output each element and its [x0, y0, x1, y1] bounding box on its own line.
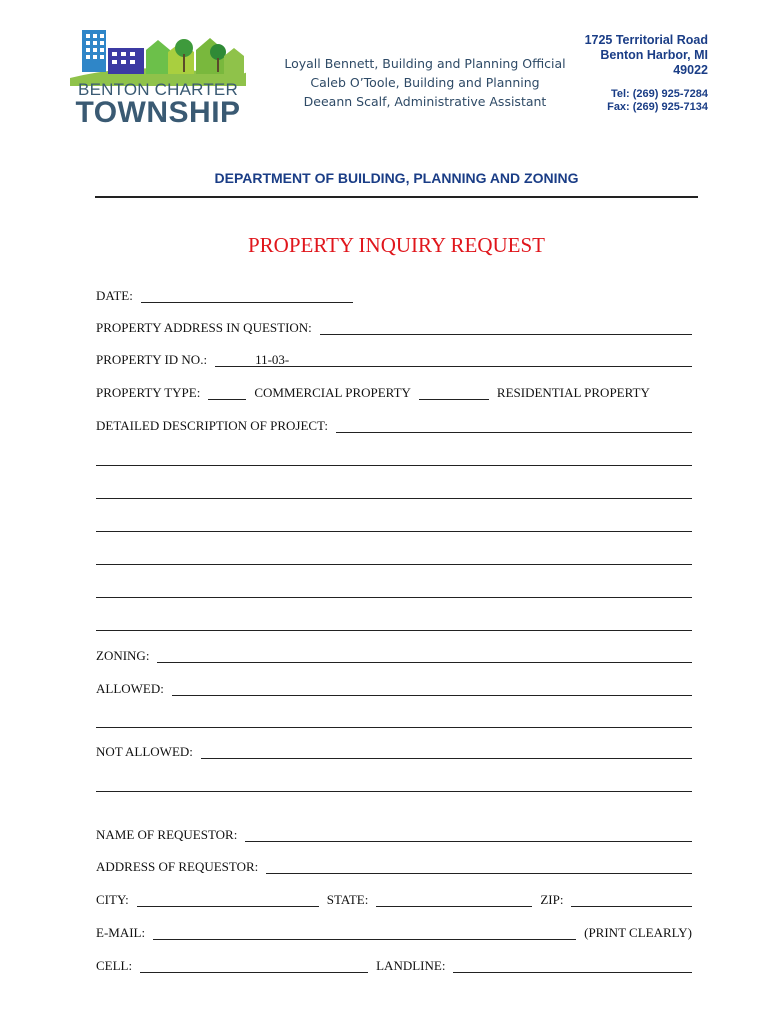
- allowed-label: ALLOWED:: [96, 681, 164, 696]
- email-label: E-MAIL:: [96, 925, 146, 940]
- property-id-row: [96, 349, 692, 367]
- property-id-field[interactable]: [289, 353, 692, 367]
- not-allowed-line: [96, 774, 692, 792]
- email-field[interactable]: [153, 926, 576, 940]
- township-address: [585, 33, 708, 78]
- description-field[interactable]: [96, 452, 692, 466]
- city-state-zip-row: [96, 889, 692, 907]
- description-field[interactable]: [96, 551, 692, 565]
- zip-field[interactable]: [571, 893, 692, 907]
- not-allowed-field[interactable]: [201, 745, 692, 759]
- logo-text-line1: BENTON CHARTER: [78, 80, 238, 99]
- phone-row: [96, 955, 692, 973]
- description-line: [96, 448, 692, 466]
- department-heading: DEPARTMENT OF BUILDING, PLANNING AND ZONING: [214, 170, 579, 186]
- state-label: STATE:: [326, 892, 369, 907]
- property-address-field[interactable]: [320, 321, 692, 335]
- description-line: [96, 547, 692, 565]
- property-id-prefix: 11-03-: [255, 352, 290, 367]
- residential-label: RESIDENTIAL PROPERTY: [496, 385, 650, 400]
- logo-text-line2: TOWNSHIP: [75, 96, 241, 129]
- zoning-row: [96, 645, 692, 663]
- commercial-label: COMMERCIAL PROPERTY: [254, 385, 411, 400]
- allowed-line: [96, 710, 692, 728]
- description-row: [96, 415, 692, 433]
- property-type-row: [96, 382, 692, 400]
- township-contact: [607, 88, 708, 114]
- phone-number: Tel: (269) 925-7284: [610, 88, 708, 100]
- email-row: [96, 922, 692, 940]
- not-allowed-field[interactable]: [96, 778, 692, 792]
- header-divider: [95, 196, 698, 198]
- name-requestor-label: NAME OF REQUESTOR:: [96, 827, 238, 842]
- address-line: 49022: [673, 63, 708, 77]
- property-address-row: [96, 317, 692, 335]
- name-requestor-field[interactable]: [245, 828, 692, 842]
- description-line: [96, 580, 692, 598]
- address-requestor-row: [96, 856, 692, 874]
- township-logo: [68, 26, 248, 130]
- print-clearly-note: (PRINT CLEARLY): [584, 925, 692, 940]
- description-line: [96, 613, 692, 631]
- staff-list: [270, 54, 580, 111]
- address-line: Benton Harbor, MI: [600, 48, 708, 62]
- zoning-field[interactable]: [157, 649, 692, 663]
- fax-number: Fax: (269) 925-7134: [607, 101, 708, 113]
- allowed-row: [96, 678, 692, 696]
- landline-label: LANDLINE:: [376, 958, 446, 973]
- township-skyline-icon: [68, 26, 248, 86]
- not-allowed-row: [96, 741, 692, 759]
- state-field[interactable]: [376, 893, 532, 907]
- description-field[interactable]: [336, 419, 692, 433]
- description-field[interactable]: [96, 485, 692, 499]
- allowed-field[interactable]: [96, 714, 692, 728]
- cell-field[interactable]: [140, 959, 368, 973]
- staff-line: Loyall Bennett, Building and Planning Official: [284, 56, 566, 71]
- landline-field[interactable]: [453, 959, 692, 973]
- property-id-lead-field[interactable]: [215, 353, 255, 367]
- property-id-label: PROPERTY ID NO.:: [96, 352, 208, 367]
- description-field[interactable]: [96, 617, 692, 631]
- staff-line: Caleb O’Toole, Building and Planning: [310, 75, 540, 90]
- date-label: DATE:: [96, 288, 133, 303]
- zoning-label: ZONING:: [96, 648, 150, 663]
- name-requestor-row: [96, 824, 692, 842]
- description-field[interactable]: [96, 584, 692, 598]
- address-requestor-field[interactable]: [266, 860, 692, 874]
- date-row: [96, 285, 692, 303]
- address-line: 1725 Territorial Road: [584, 33, 708, 47]
- property-type-label: PROPERTY TYPE:: [96, 385, 201, 400]
- staff-line: Deeann Scalf, Administrative Assistant: [303, 94, 547, 109]
- description-label: DETAILED DESCRIPTION OF PROJECT:: [96, 418, 328, 433]
- description-field[interactable]: [96, 518, 692, 532]
- form-title: PROPERTY INQUIRY REQUEST: [247, 233, 546, 257]
- residential-check-field[interactable]: [419, 386, 489, 400]
- commercial-check-field[interactable]: [208, 386, 246, 400]
- description-line: [96, 481, 692, 499]
- date-field[interactable]: [141, 289, 353, 303]
- address-requestor-label: ADDRESS OF REQUESTOR:: [96, 859, 259, 874]
- cell-label: CELL:: [96, 958, 133, 973]
- city-field[interactable]: [137, 893, 319, 907]
- property-address-label: PROPERTY ADDRESS IN QUESTION:: [96, 320, 312, 335]
- city-label: CITY:: [96, 892, 129, 907]
- description-line: [96, 514, 692, 532]
- zip-label: ZIP:: [540, 892, 564, 907]
- not-allowed-label: NOT ALLOWED:: [96, 744, 193, 759]
- allowed-field[interactable]: [172, 682, 692, 696]
